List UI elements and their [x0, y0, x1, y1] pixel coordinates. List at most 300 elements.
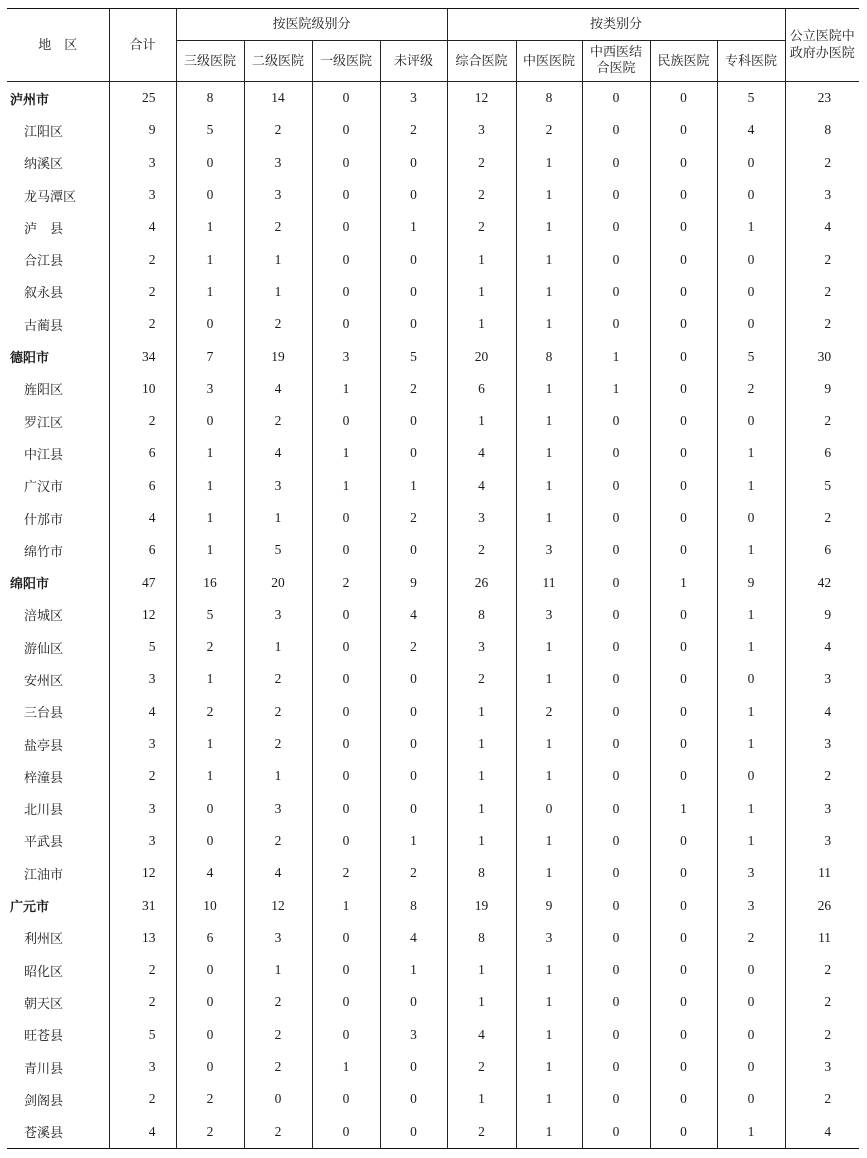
secondary-cell: 1 [244, 243, 312, 275]
tcm-cell: 1 [516, 211, 582, 243]
tertiary-cell: 7 [176, 340, 244, 372]
unrated-cell: 9 [380, 566, 447, 598]
primary-cell: 0 [312, 728, 380, 760]
tertiary-cell: 1 [176, 663, 244, 695]
ethnic-cell: 0 [650, 986, 717, 1018]
ethnic-cell: 0 [650, 922, 717, 954]
integrated-cell: 0 [582, 147, 650, 179]
level-header-tertiary: 三级医院 [176, 41, 244, 82]
unrated-cell: 3 [380, 82, 447, 115]
tertiary-cell: 3 [176, 373, 244, 405]
primary-cell: 2 [312, 566, 380, 598]
district-row [7, 1051, 859, 1083]
secondary-cell: 4 [244, 373, 312, 405]
secondary-cell: 1 [244, 276, 312, 308]
ethnic-cell: 0 [650, 534, 717, 566]
tcm-cell: 1 [516, 308, 582, 340]
public-gov-cell: 2 [785, 954, 859, 986]
total-cell: 25 [109, 82, 176, 115]
primary-cell: 0 [312, 1116, 380, 1148]
secondary-cell: 3 [244, 147, 312, 179]
secondary-cell: 1 [244, 631, 312, 663]
tertiary-cell: 1 [176, 243, 244, 275]
integrated-cell: 0 [582, 760, 650, 792]
secondary-cell: 0 [244, 1083, 312, 1115]
tertiary-cell: 2 [176, 696, 244, 728]
unrated-cell: 0 [380, 147, 447, 179]
total-cell: 3 [109, 663, 176, 695]
tcm-cell: 1 [516, 502, 582, 534]
by-type-header: 按类别分 [447, 9, 785, 41]
type-header-tcm: 中医医院 [516, 41, 582, 82]
unrated-cell: 4 [380, 922, 447, 954]
public-gov-cell: 3 [785, 793, 859, 825]
integrated-cell: 0 [582, 1051, 650, 1083]
specialty-cell: 0 [717, 760, 785, 792]
public-gov-cell: 3 [785, 663, 859, 695]
specialty-cell: 5 [717, 340, 785, 372]
unrated-cell: 0 [380, 663, 447, 695]
secondary-cell: 2 [244, 696, 312, 728]
unrated-cell: 0 [380, 1116, 447, 1148]
district-row [7, 502, 859, 534]
specialty-cell: 1 [717, 470, 785, 502]
region-name-cell: 游仙区 [24, 641, 64, 657]
public-gov-cell: 2 [785, 147, 859, 179]
integrated-cell: 0 [582, 889, 650, 921]
specialty-cell: 0 [717, 1051, 785, 1083]
secondary-cell: 2 [244, 1051, 312, 1083]
specialty-cell: 0 [717, 147, 785, 179]
ethnic-cell: 0 [650, 179, 717, 211]
integrated-cell: 0 [582, 857, 650, 889]
primary-cell: 0 [312, 308, 380, 340]
integrated-cell: 0 [582, 437, 650, 469]
integrated-cell: 0 [582, 1019, 650, 1051]
primary-cell: 0 [312, 954, 380, 986]
secondary-cell: 2 [244, 663, 312, 695]
integrated-cell: 1 [582, 340, 650, 372]
integrated-cell: 0 [582, 243, 650, 275]
district-row [7, 599, 859, 631]
primary-cell: 0 [312, 663, 380, 695]
district-row [7, 1019, 859, 1051]
unrated-cell: 2 [380, 631, 447, 663]
integrated-cell: 0 [582, 986, 650, 1018]
tcm-cell: 11 [516, 566, 582, 598]
tertiary-cell: 0 [176, 986, 244, 1018]
total-cell: 4 [109, 211, 176, 243]
ethnic-cell: 0 [650, 114, 717, 146]
general-cell: 2 [447, 211, 516, 243]
ethnic-cell: 0 [650, 728, 717, 760]
secondary-cell: 2 [244, 405, 312, 437]
specialty-cell: 0 [717, 308, 785, 340]
table-bottom-rule [7, 1148, 859, 1149]
level-header-unrated: 未评级 [380, 41, 447, 82]
tcm-cell: 2 [516, 114, 582, 146]
public-gov-cell: 3 [785, 825, 859, 857]
district-row [7, 211, 859, 243]
public-gov-cell: 2 [785, 760, 859, 792]
specialty-cell: 2 [717, 922, 785, 954]
level-header-primary: 一级医院 [312, 41, 380, 82]
primary-cell: 0 [312, 825, 380, 857]
tertiary-cell: 2 [176, 1083, 244, 1115]
secondary-cell: 1 [244, 954, 312, 986]
tcm-cell: 1 [516, 147, 582, 179]
district-row [7, 857, 859, 889]
specialty-cell: 0 [717, 405, 785, 437]
specialty-cell: 0 [717, 986, 785, 1018]
city-row [7, 566, 859, 598]
ethnic-cell: 0 [650, 857, 717, 889]
general-cell: 4 [447, 1019, 516, 1051]
general-cell: 1 [447, 825, 516, 857]
general-cell: 8 [447, 857, 516, 889]
general-cell: 3 [447, 631, 516, 663]
general-cell: 1 [447, 954, 516, 986]
public-gov-cell: 11 [785, 857, 859, 889]
public-gov-cell: 26 [785, 889, 859, 921]
district-row [7, 1116, 859, 1148]
primary-cell: 0 [312, 986, 380, 1018]
public-gov-cell: 4 [785, 1116, 859, 1148]
primary-cell: 1 [312, 1051, 380, 1083]
integrated-cell: 0 [582, 728, 650, 760]
primary-cell: 0 [312, 1083, 380, 1115]
region-name-cell: 涪城区 [24, 609, 64, 625]
specialty-cell: 9 [717, 566, 785, 598]
secondary-cell: 2 [244, 825, 312, 857]
ethnic-cell: 0 [650, 954, 717, 986]
primary-cell: 0 [312, 1019, 380, 1051]
region-name-cell: 泸 县 [24, 221, 64, 237]
ethnic-cell: 0 [650, 276, 717, 308]
tertiary-cell: 6 [176, 922, 244, 954]
unrated-cell: 0 [380, 696, 447, 728]
district-row [7, 922, 859, 954]
specialty-cell: 1 [717, 696, 785, 728]
region-name-cell: 江油市 [24, 867, 64, 883]
public-gov-cell: 5 [785, 470, 859, 502]
integrated-cell: 0 [582, 793, 650, 825]
tertiary-cell: 1 [176, 760, 244, 792]
integrated-cell: 0 [582, 470, 650, 502]
tcm-cell: 1 [516, 1019, 582, 1051]
ethnic-cell: 0 [650, 470, 717, 502]
general-cell: 1 [447, 793, 516, 825]
primary-cell: 0 [312, 793, 380, 825]
region-name-cell: 中江县 [24, 447, 64, 463]
unrated-cell: 2 [380, 502, 447, 534]
total-cell: 4 [109, 1116, 176, 1148]
ethnic-cell: 0 [650, 663, 717, 695]
tcm-cell: 1 [516, 631, 582, 663]
tcm-cell: 1 [516, 1083, 582, 1115]
public-gov-cell: 3 [785, 1051, 859, 1083]
primary-cell: 0 [312, 243, 380, 275]
tertiary-cell: 2 [176, 1116, 244, 1148]
total-cell: 4 [109, 502, 176, 534]
total-cell: 6 [109, 534, 176, 566]
public-gov-cell: 2 [785, 502, 859, 534]
specialty-cell: 1 [717, 211, 785, 243]
specialty-cell: 2 [717, 373, 785, 405]
general-cell: 2 [447, 534, 516, 566]
tcm-cell: 3 [516, 922, 582, 954]
secondary-cell: 5 [244, 534, 312, 566]
tertiary-cell: 1 [176, 502, 244, 534]
general-cell: 1 [447, 405, 516, 437]
primary-cell: 1 [312, 889, 380, 921]
region-name-cell: 利州区 [24, 932, 64, 948]
unrated-cell: 0 [380, 1083, 447, 1115]
unrated-cell: 1 [380, 470, 447, 502]
tcm-cell: 1 [516, 243, 582, 275]
secondary-cell: 1 [244, 502, 312, 534]
district-row [7, 405, 859, 437]
general-cell: 20 [447, 340, 516, 372]
by-level-header: 按医院级别分 [176, 9, 447, 41]
public-gov-cell: 4 [785, 696, 859, 728]
total-header: 合计 [109, 9, 176, 82]
integrated-cell: 1 [582, 373, 650, 405]
tcm-cell: 1 [516, 405, 582, 437]
unrated-cell: 0 [380, 179, 447, 211]
unrated-cell: 5 [380, 340, 447, 372]
specialty-cell: 0 [717, 502, 785, 534]
integrated-cell: 0 [582, 1116, 650, 1148]
district-row [7, 793, 859, 825]
public-gov-cell: 4 [785, 631, 859, 663]
specialty-cell: 0 [717, 276, 785, 308]
specialty-cell: 1 [717, 793, 785, 825]
total-cell: 47 [109, 566, 176, 598]
primary-cell: 3 [312, 340, 380, 372]
unrated-cell: 0 [380, 1051, 447, 1083]
region-name-cell: 盐亭县 [24, 738, 64, 754]
total-cell: 3 [109, 728, 176, 760]
specialty-cell: 0 [717, 663, 785, 695]
integrated-cell: 0 [582, 82, 650, 115]
tcm-cell: 1 [516, 373, 582, 405]
city-row [7, 889, 859, 921]
city-row [7, 82, 859, 115]
unrated-cell: 2 [380, 857, 447, 889]
primary-cell: 0 [312, 114, 380, 146]
integrated-cell: 0 [582, 922, 650, 954]
total-cell: 9 [109, 114, 176, 146]
ethnic-cell: 0 [650, 308, 717, 340]
general-cell: 1 [447, 243, 516, 275]
general-cell: 4 [447, 470, 516, 502]
total-cell: 5 [109, 1019, 176, 1051]
total-cell: 31 [109, 889, 176, 921]
unrated-cell: 0 [380, 405, 447, 437]
ethnic-cell: 0 [650, 696, 717, 728]
region-name-cell: 古蔺县 [24, 318, 64, 334]
total-cell: 10 [109, 373, 176, 405]
total-cell: 3 [109, 1051, 176, 1083]
ethnic-cell: 0 [650, 340, 717, 372]
region-name-cell: 龙马潭区 [24, 189, 77, 205]
district-row [7, 114, 859, 146]
district-row [7, 663, 859, 695]
unrated-cell: 0 [380, 793, 447, 825]
tertiary-cell: 4 [176, 857, 244, 889]
tcm-cell: 8 [516, 82, 582, 115]
tcm-cell: 1 [516, 276, 582, 308]
level-header-secondary: 二级医院 [244, 41, 312, 82]
tertiary-cell: 0 [176, 147, 244, 179]
integrated-cell: 0 [582, 663, 650, 695]
region-name-cell: 北川县 [24, 803, 64, 819]
specialty-cell: 0 [717, 179, 785, 211]
specialty-cell: 1 [717, 825, 785, 857]
specialty-cell: 1 [717, 599, 785, 631]
specialty-cell: 0 [717, 1019, 785, 1051]
specialty-cell: 1 [717, 631, 785, 663]
integrated-cell: 0 [582, 502, 650, 534]
public-gov-cell: 2 [785, 308, 859, 340]
total-cell: 2 [109, 276, 176, 308]
unrated-cell: 2 [380, 373, 447, 405]
type-header-integrated: 中西医结合医院 [582, 41, 650, 82]
ethnic-cell: 0 [650, 1083, 717, 1115]
public-gov-cell: 9 [785, 373, 859, 405]
primary-cell: 0 [312, 147, 380, 179]
tcm-cell: 1 [516, 663, 582, 695]
total-cell: 3 [109, 179, 176, 211]
general-cell: 2 [447, 179, 516, 211]
ethnic-cell: 0 [650, 760, 717, 792]
primary-cell: 0 [312, 534, 380, 566]
region-name-cell: 旌阳区 [24, 383, 64, 399]
total-cell: 12 [109, 599, 176, 631]
secondary-cell: 12 [244, 889, 312, 921]
unrated-cell: 1 [380, 825, 447, 857]
primary-cell: 0 [312, 276, 380, 308]
general-cell: 6 [447, 373, 516, 405]
region-name-cell: 青川县 [24, 1061, 64, 1077]
total-cell: 2 [109, 986, 176, 1018]
public-gov-cell: 6 [785, 437, 859, 469]
district-row [7, 696, 859, 728]
tertiary-cell: 1 [176, 437, 244, 469]
region-name-cell: 安州区 [24, 673, 64, 689]
public-gov-cell: 2 [785, 1083, 859, 1115]
specialty-cell: 3 [717, 889, 785, 921]
district-row [7, 1083, 859, 1115]
tertiary-cell: 0 [176, 405, 244, 437]
region-name-cell: 罗江区 [24, 415, 64, 431]
tcm-cell: 1 [516, 470, 582, 502]
specialty-cell: 5 [717, 82, 785, 115]
total-cell: 3 [109, 793, 176, 825]
region-name-cell: 纳溪区 [24, 157, 64, 173]
ethnic-cell: 0 [650, 889, 717, 921]
secondary-cell: 2 [244, 728, 312, 760]
general-cell: 19 [447, 889, 516, 921]
secondary-cell: 1 [244, 760, 312, 792]
ethnic-cell: 0 [650, 405, 717, 437]
region-name-cell: 绵竹市 [24, 544, 64, 560]
primary-cell: 0 [312, 502, 380, 534]
tcm-cell: 1 [516, 437, 582, 469]
tertiary-cell: 1 [176, 211, 244, 243]
integrated-cell: 0 [582, 696, 650, 728]
tcm-cell: 1 [516, 825, 582, 857]
specialty-cell: 1 [717, 1116, 785, 1148]
tertiary-cell: 5 [176, 114, 244, 146]
secondary-cell: 2 [244, 1019, 312, 1051]
specialty-cell: 0 [717, 954, 785, 986]
tertiary-cell: 1 [176, 276, 244, 308]
district-row [7, 954, 859, 986]
type-header-ethnic: 民族医院 [650, 41, 717, 82]
integrated-cell: 0 [582, 405, 650, 437]
region-name-cell: 什邡市 [24, 512, 64, 528]
secondary-cell: 4 [244, 857, 312, 889]
general-cell: 3 [447, 114, 516, 146]
district-row [7, 760, 859, 792]
general-cell: 2 [447, 1116, 516, 1148]
total-cell: 2 [109, 405, 176, 437]
public-gov-cell: 2 [785, 243, 859, 275]
district-row [7, 631, 859, 663]
primary-cell: 1 [312, 470, 380, 502]
total-cell: 2 [109, 1083, 176, 1115]
general-cell: 1 [447, 728, 516, 760]
total-cell: 2 [109, 243, 176, 275]
general-cell: 26 [447, 566, 516, 598]
region-header: 地 区 [7, 9, 109, 82]
ethnic-cell: 0 [650, 373, 717, 405]
integrated-cell: 0 [582, 211, 650, 243]
tertiary-cell: 0 [176, 1051, 244, 1083]
integrated-cell: 0 [582, 114, 650, 146]
public-gov-cell: 6 [785, 534, 859, 566]
unrated-cell: 2 [380, 114, 447, 146]
tcm-cell: 1 [516, 1116, 582, 1148]
general-cell: 2 [447, 663, 516, 695]
tcm-cell: 1 [516, 760, 582, 792]
general-cell: 1 [447, 986, 516, 1018]
tcm-cell: 1 [516, 986, 582, 1018]
region-name-cell: 合江县 [24, 254, 64, 270]
unrated-cell: 0 [380, 728, 447, 760]
type-header-general: 综合医院 [447, 41, 516, 82]
table-header [7, 9, 859, 82]
type-header-specialty: 专科医院 [717, 41, 785, 82]
district-row [7, 243, 859, 275]
tertiary-cell: 8 [176, 82, 244, 115]
ethnic-cell: 0 [650, 1019, 717, 1051]
primary-cell: 0 [312, 631, 380, 663]
general-cell: 1 [447, 696, 516, 728]
primary-cell: 0 [312, 211, 380, 243]
integrated-cell: 0 [582, 825, 650, 857]
district-row [7, 147, 859, 179]
ethnic-cell: 0 [650, 599, 717, 631]
region-name-cell: 三台县 [24, 706, 64, 722]
total-cell: 4 [109, 696, 176, 728]
general-cell: 2 [447, 1051, 516, 1083]
tcm-cell: 0 [516, 793, 582, 825]
tertiary-cell: 2 [176, 631, 244, 663]
public-gov-cell: 11 [785, 922, 859, 954]
